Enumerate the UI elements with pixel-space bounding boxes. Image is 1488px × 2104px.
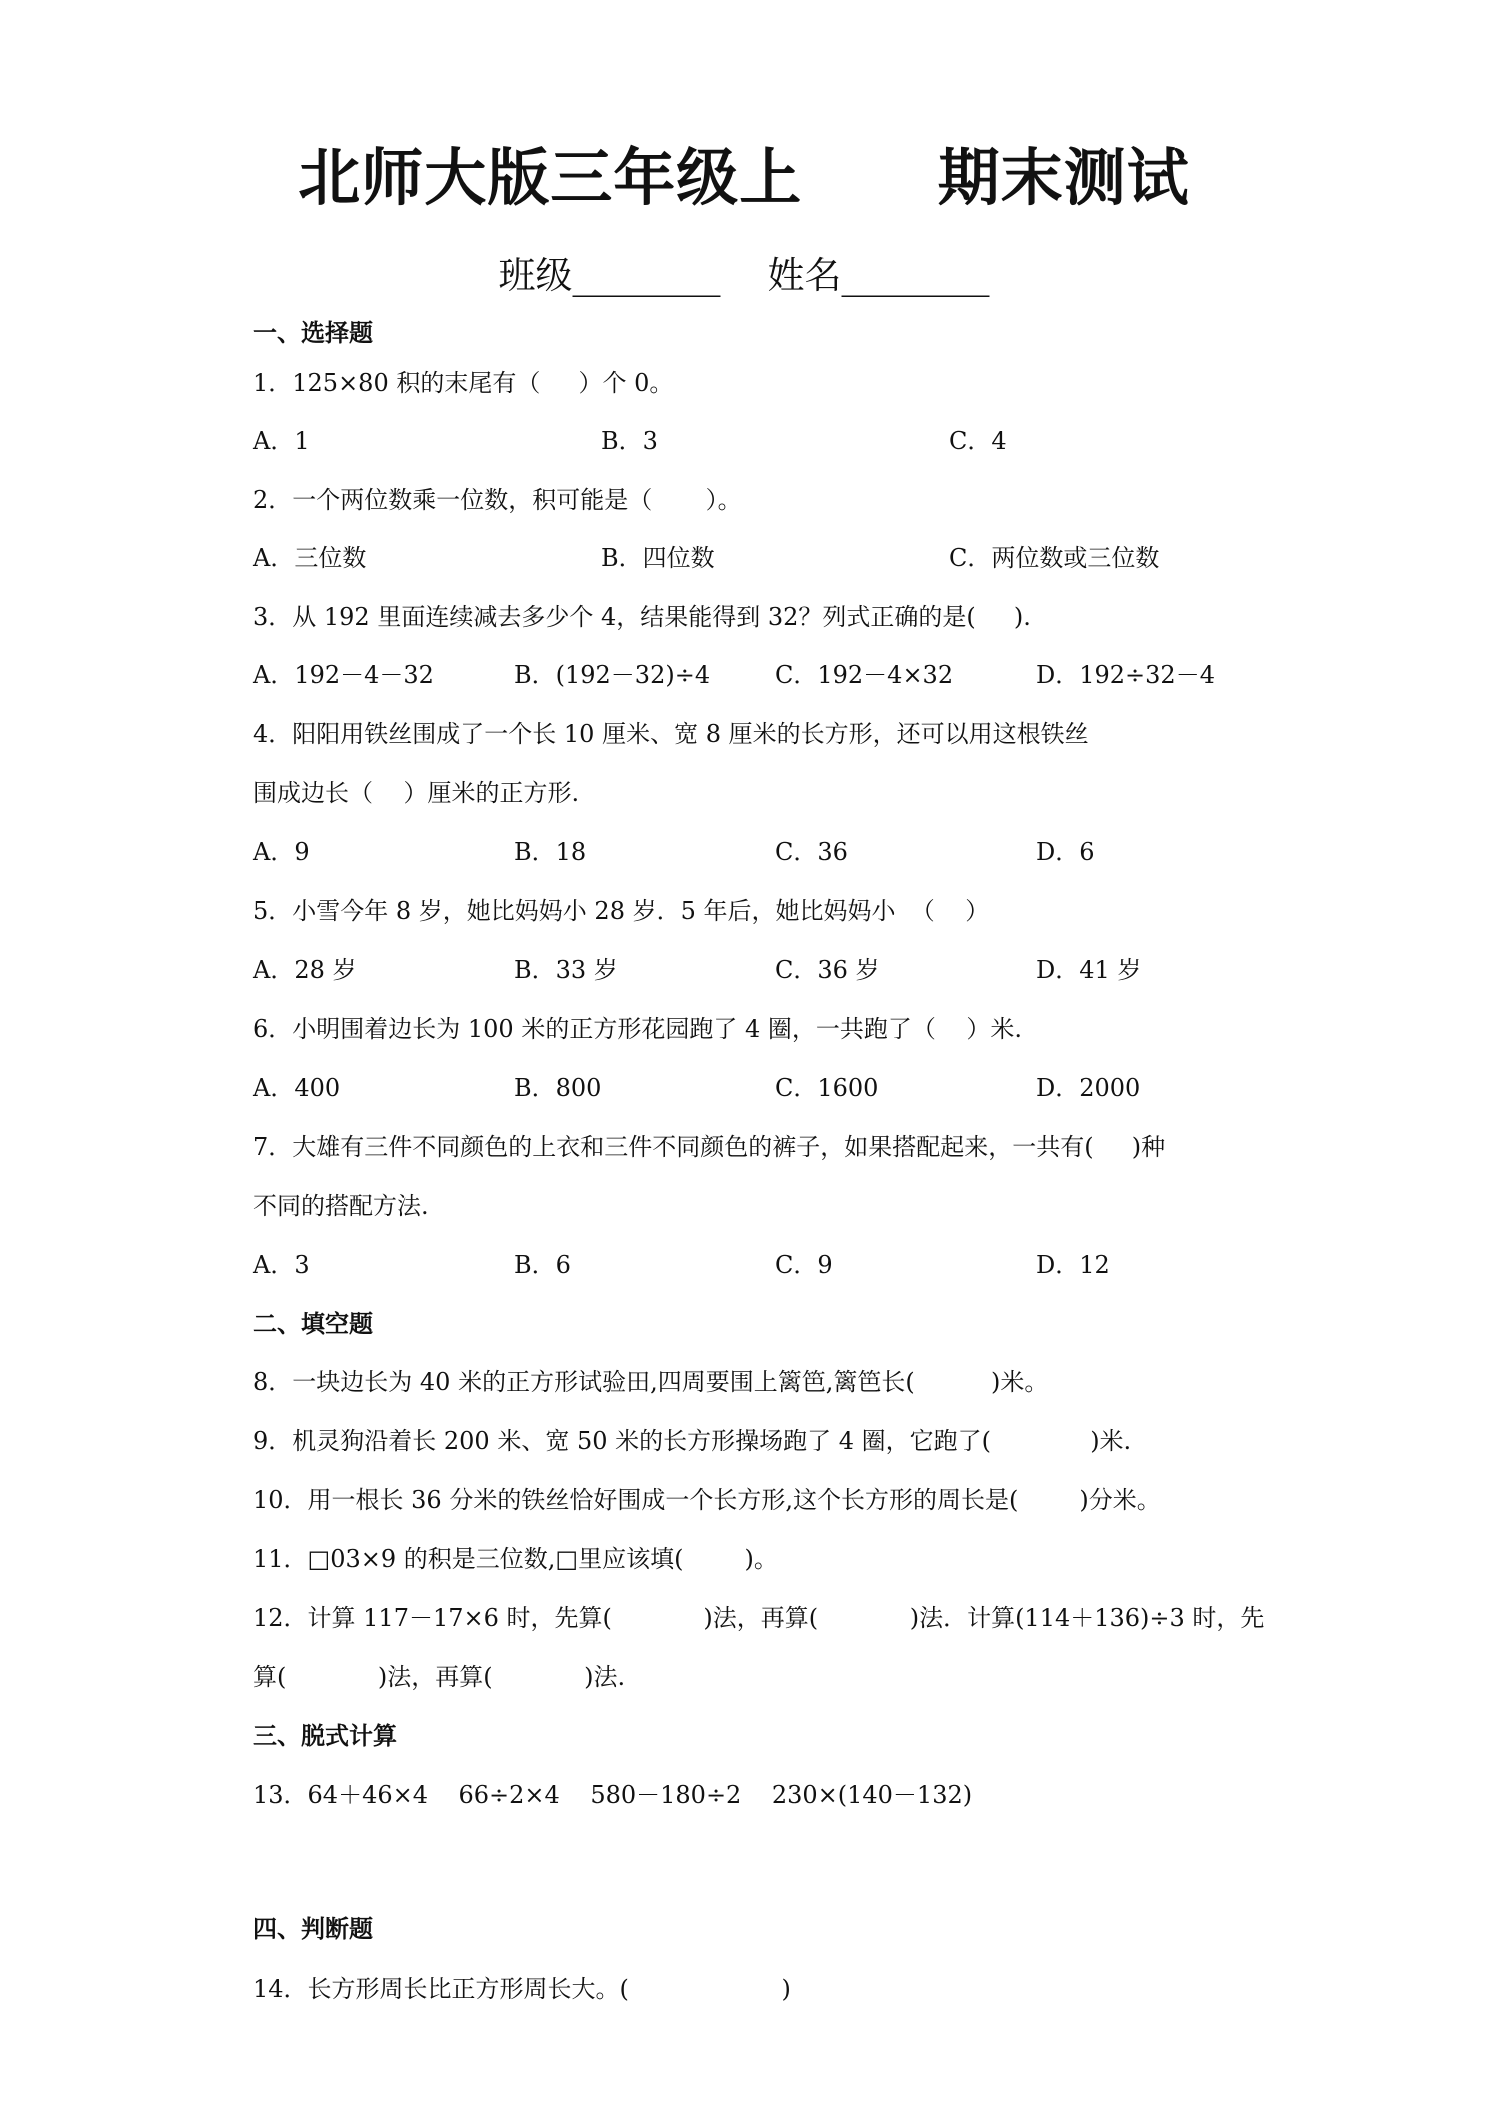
q7-option-c: C．9 bbox=[775, 1251, 833, 1279]
q5-option-b: B．33 岁 bbox=[514, 956, 618, 984]
q6-option-b: B．800 bbox=[514, 1074, 602, 1102]
q7-option-d: D．12 bbox=[1036, 1251, 1110, 1279]
q7-option-b: B．6 bbox=[514, 1251, 571, 1279]
q5-option-c: C．36 岁 bbox=[775, 956, 880, 984]
question-11: 11．□03×9 的积是三位数,□里应该填( )。 bbox=[253, 1545, 778, 1573]
q2-option-c: C．两位数或三位数 bbox=[949, 544, 1160, 572]
question-3: 3．从 192 里面连续减去多少个 4，结果能得到 32？列式正确的是( ). bbox=[253, 603, 1031, 631]
question-10: 10．用一根长 36 分米的铁丝恰好围成一个长方形,这个长方形的周长是( )分米。 bbox=[253, 1486, 1161, 1514]
question-9: 9．机灵狗沿着长 200 米、宽 50 米的长方形操场跑了 4 圈，它跑了( )米. bbox=[253, 1427, 1132, 1455]
q1-option-c: C．4 bbox=[949, 427, 1007, 455]
section-heading-judgement: 四、判断题 bbox=[253, 1915, 373, 1943]
q4-option-b: B．18 bbox=[514, 838, 587, 866]
q1-option-b: B．3 bbox=[601, 427, 658, 455]
question-12-line-2: 算( )法，再算( )法. bbox=[253, 1663, 626, 1691]
section-heading-calculation: 三、脱式计算 bbox=[253, 1722, 397, 1750]
q1-option-a: A．1 bbox=[253, 427, 310, 455]
q3-option-b: B．(192－32)÷4 bbox=[514, 661, 711, 689]
question-4-line-2: 围成边长（ ）厘米的正方形. bbox=[253, 779, 580, 807]
class-name-fields: 班级________ 姓名________ bbox=[498, 254, 990, 297]
question-7-line-1: 7．大雄有三件不同颜色的上衣和三件不同颜色的裤子，如果搭配起来，一共有( )种 bbox=[253, 1133, 1166, 1161]
question-4-line-1: 4．阳阳用铁丝围成了一个长 10 厘米、宽 8 厘米的长方形，还可以用这根铁丝 bbox=[253, 720, 1089, 748]
q3-option-c: C．192－4×32 bbox=[775, 661, 954, 689]
q7-option-a: A．3 bbox=[253, 1251, 310, 1279]
q5-option-d: D．41 岁 bbox=[1036, 956, 1142, 984]
section-heading-choice: 一、选择题 bbox=[253, 319, 373, 347]
q3-option-a: A．192－4－32 bbox=[253, 661, 434, 689]
question-1: 1．125×80 积的末尾有（ ）个 0。 bbox=[253, 369, 674, 397]
question-14: 14．长方形周长比正方形周长大。( ) bbox=[253, 1975, 791, 2003]
question-12-line-1: 12．计算 117－17×6 时，先算( )法，再算( )法．计算(114＋136)÷3 时，先 bbox=[253, 1604, 1265, 1632]
q3-option-d: D．192÷32－4 bbox=[1036, 661, 1215, 689]
q4-option-d: D．6 bbox=[1036, 838, 1095, 866]
exam-title: 北师大版三年级上 期末测试 bbox=[298, 141, 1190, 214]
question-5: 5．小雪今年 8 岁，她比妈妈小 28 岁．5 年后，她比妈妈小 （ ） bbox=[253, 897, 990, 925]
q4-option-a: A．9 bbox=[253, 838, 310, 866]
question-6: 6．小明围着边长为 100 米的正方形花园跑了 4 圈，一共跑了（ ）米. bbox=[253, 1015, 1023, 1043]
question-7-line-2: 不同的搭配方法. bbox=[253, 1192, 429, 1220]
question-13: 13．64＋46×4 66÷2×4 580－180÷2 230×(140－132) bbox=[253, 1781, 973, 1809]
question-8: 8．一块边长为 40 米的正方形试验田,四周要围上篱笆,篱笆长( )米。 bbox=[253, 1368, 1049, 1396]
q4-option-c: C．36 bbox=[775, 838, 848, 866]
q2-option-a: A．三位数 bbox=[253, 544, 367, 572]
question-2: 2．一个两位数乘一位数，积可能是（ ）。 bbox=[253, 486, 742, 514]
q6-option-c: C．1600 bbox=[775, 1074, 879, 1102]
q2-option-b: B．四位数 bbox=[601, 544, 715, 572]
q6-option-a: A．400 bbox=[253, 1074, 341, 1102]
q5-option-a: A．28 岁 bbox=[253, 956, 357, 984]
section-heading-fill-blank: 二、填空题 bbox=[253, 1310, 373, 1338]
q6-option-d: D．2000 bbox=[1036, 1074, 1141, 1102]
